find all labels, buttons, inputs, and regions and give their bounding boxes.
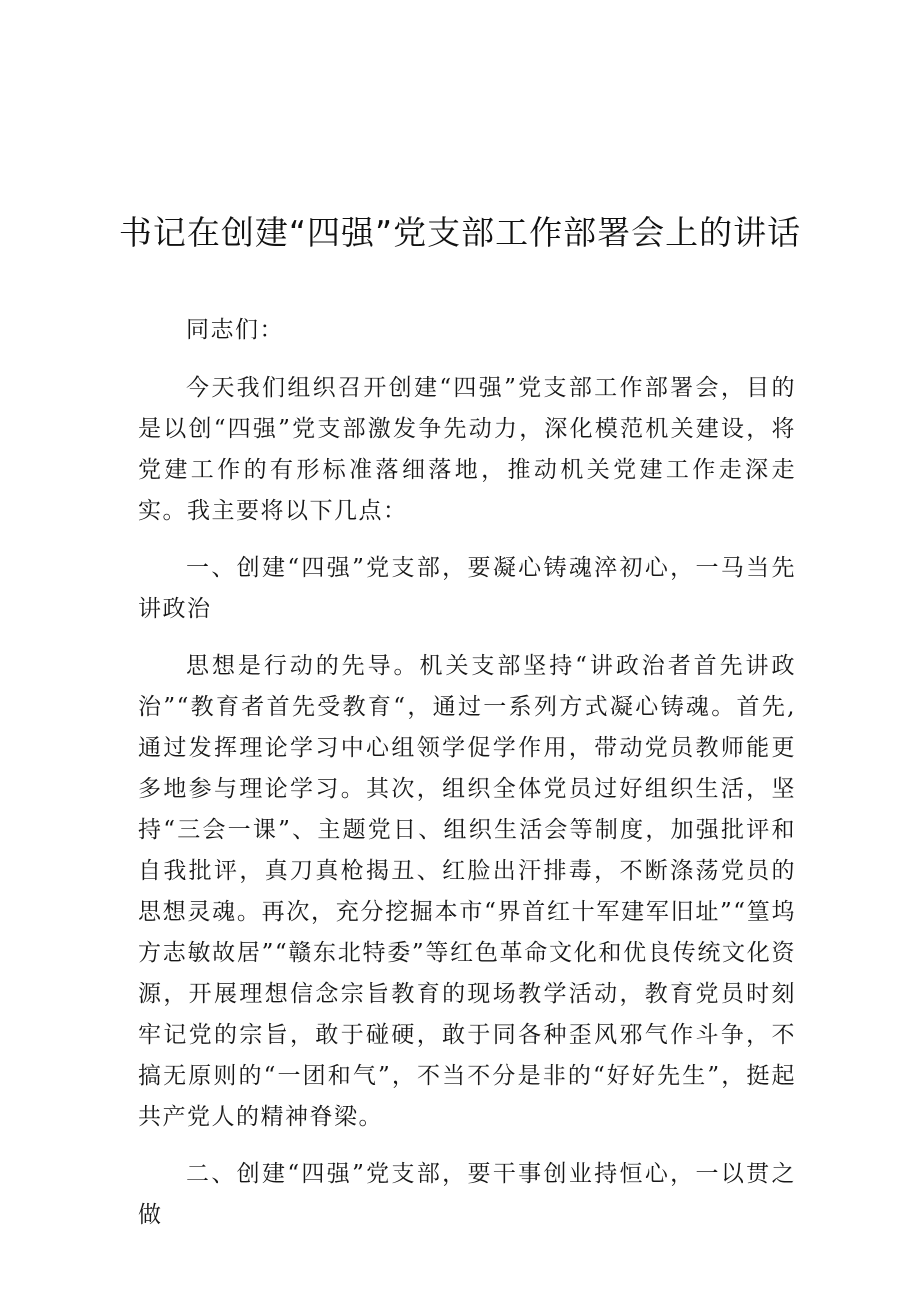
section-heading-2: 二、创建“四强”党支部，要干事创业持恒心，一以贯之做: [138, 1161, 796, 1228]
section-heading-1: 一、创建“四强”党支部，要凝心铸魂淬初心，一马当先讲政治: [138, 555, 796, 622]
greeting: 同志们：: [186, 317, 284, 343]
paragraph-section-1: 思想是行动的先导。机关支部坚持“讲政治者首先讲政治”“教育者首先受教育“，通过一系列方式凝心铸魂。首先,通过发挥理论学习中心组领学促学作用，带动党员教师能更多地参与理论学习。其次，组织全体党员过好组织生活，坚持“三会一课”、主题党日、组织生活会等制度，加强批评和自我批评，真刀真枪揭丑、红脸出汗排毒，不断涤荡党员的思想灵魂。再次，充分挖掘本市“界首红十军建军旧址”“篁坞方志敏故居”“赣东北特委”等红色革命文化和优良传统文化资源，开展理想信念宗旨教育的现场教学活动，教育党员时刻牢记党的宗旨，敢于碰硬，敢于同各种歪风邪气作斗争，不搞无原则的“一团和气”，不当不分是非的“好好先生”，挺起共产党人的精神脊梁。: [138, 653, 796, 1130]
document-title: 书记在创建“四强”党支部工作部署会上的讲话: [118, 213, 802, 252]
paragraph-intro: 今天我们组织召开创建“四强”党支部工作部署会，目的是以创“四强”党支部激发争先动力，深化模范机关建设，将党建工作的有形标准落细落地，推动机关党建工作走深走实。我主要将以下几点：: [138, 375, 796, 524]
document-body: [138, 310, 796, 1252]
